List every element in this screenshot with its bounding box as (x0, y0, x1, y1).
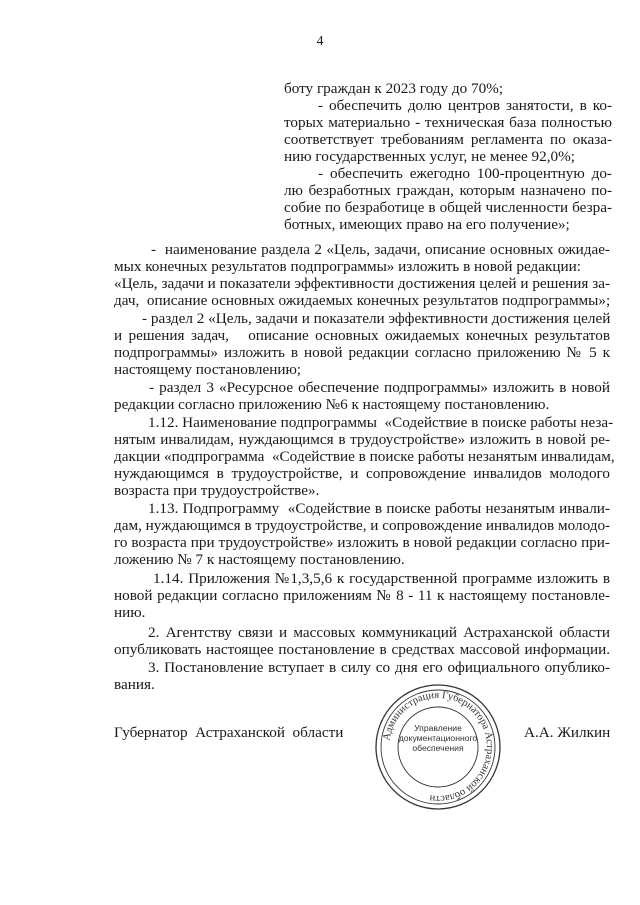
text-line: дач, описание основных ожидаемых конечных результатов подпрограммы»; (114, 292, 611, 309)
signature-name: А.А. Жилкин (524, 724, 611, 741)
text-line: соответствует требованиям регламента по оказа- (284, 131, 612, 148)
text-line: 1.14. Приложения №1,3,5,6 к государственной программе изложить в (153, 570, 610, 587)
text-line: 3. Постановление вступает в силу со дня его официального опублико- (148, 659, 610, 676)
stamp-inner-line: обеспечения (412, 743, 464, 753)
text-line: собие по безработице в общей численности безра- (284, 199, 612, 216)
text-line: 1.12. Наименование подпрограммы «Содействие в поиске работы неза- (148, 414, 614, 431)
text-line: нию государственных услуг, не менее 92,0%; (284, 148, 575, 165)
stamp-inner-line: Управление (414, 723, 462, 733)
text-line: мых конечных результатов подпрограммы» изложить в новой редакции: (114, 258, 581, 275)
text-line: - раздел 3 «Ресурсное обеспечение подпрограммы» изложить в новой (149, 379, 610, 396)
text-line: - обеспечить ежегодно 100-процентную до- (318, 165, 612, 182)
text-line: нуждающимся в трудоустройстве, и сопровождение инвалидов молодого (114, 465, 610, 482)
text-line: дам, нуждающимся в трудоустройстве, и сопровождение инвалидов молодо- (114, 517, 611, 534)
text-line: го возраста при трудоустройстве» изложить в новой редакции согласно при- (114, 534, 610, 551)
text-line: лю безработных граждан, которым назначено по- (284, 182, 612, 199)
text-line: торых материально - техническая база полностью (284, 114, 612, 131)
text-line: - обеспечить долю центров занятости, в ко- (318, 97, 612, 114)
text-line: опубликовать настоящее постановление в средствах массовой информации. (114, 641, 610, 658)
stamp-ring-text: Администрация Губернатора Астраханской области (381, 689, 496, 805)
text-line: и решения задач, описание основных ожидаемых конечных результатов (114, 327, 610, 344)
signature-position: Губернатор Астраханской области (114, 724, 344, 741)
page-number: 4 (316, 34, 324, 49)
text-line: - раздел 2 «Цель, задачи и показатели эффективности достижения целей (142, 310, 611, 327)
text-line: настоящему постановлению; (114, 361, 302, 378)
text-line: вания. (114, 676, 155, 693)
text-line: дакции «подпрограмма «Содействие в поиске работы незанятым инвалидам, (114, 448, 615, 465)
text-line: подпрограммы» изложить в новой редакции согласно приложению № 5 к (114, 344, 610, 361)
text-line: 1.13. Подпрограмму «Содействие в поиске работы незанятым инвали- (148, 500, 610, 517)
text-line: 2. Агентству связи и массовых коммуникаций Астраханской области (148, 624, 610, 641)
official-stamp (374, 683, 502, 811)
text-line: - наименование раздела 2 «Цель, задачи, описание основных ожидае- (151, 241, 610, 258)
text-line: новой редакции согласно приложениям № 8 - 11 к настоящему постановле- (114, 587, 610, 604)
text-line: боту граждан к 2023 году до 70%; (284, 80, 504, 97)
text-line: редакции согласно приложению №6 к настоящему постановлению. (114, 396, 550, 413)
text-line: ботных, имеющих право на его получение»; (284, 216, 570, 233)
text-line: «Цель, задачи и показатели эффективности достижения целей и решения за- (114, 275, 610, 292)
text-line: нию. (114, 604, 146, 621)
text-line: ложению № 7 к настоящему постановлению. (114, 551, 405, 568)
stamp-inner-text (374, 723, 502, 753)
text-line: нятым инвалидам, нуждающимся в трудоустройстве» изложить в новой ре- (114, 431, 610, 448)
stamp-inner-line: документационного (398, 733, 478, 743)
text-line: возраста при трудоустройстве». (114, 482, 320, 499)
